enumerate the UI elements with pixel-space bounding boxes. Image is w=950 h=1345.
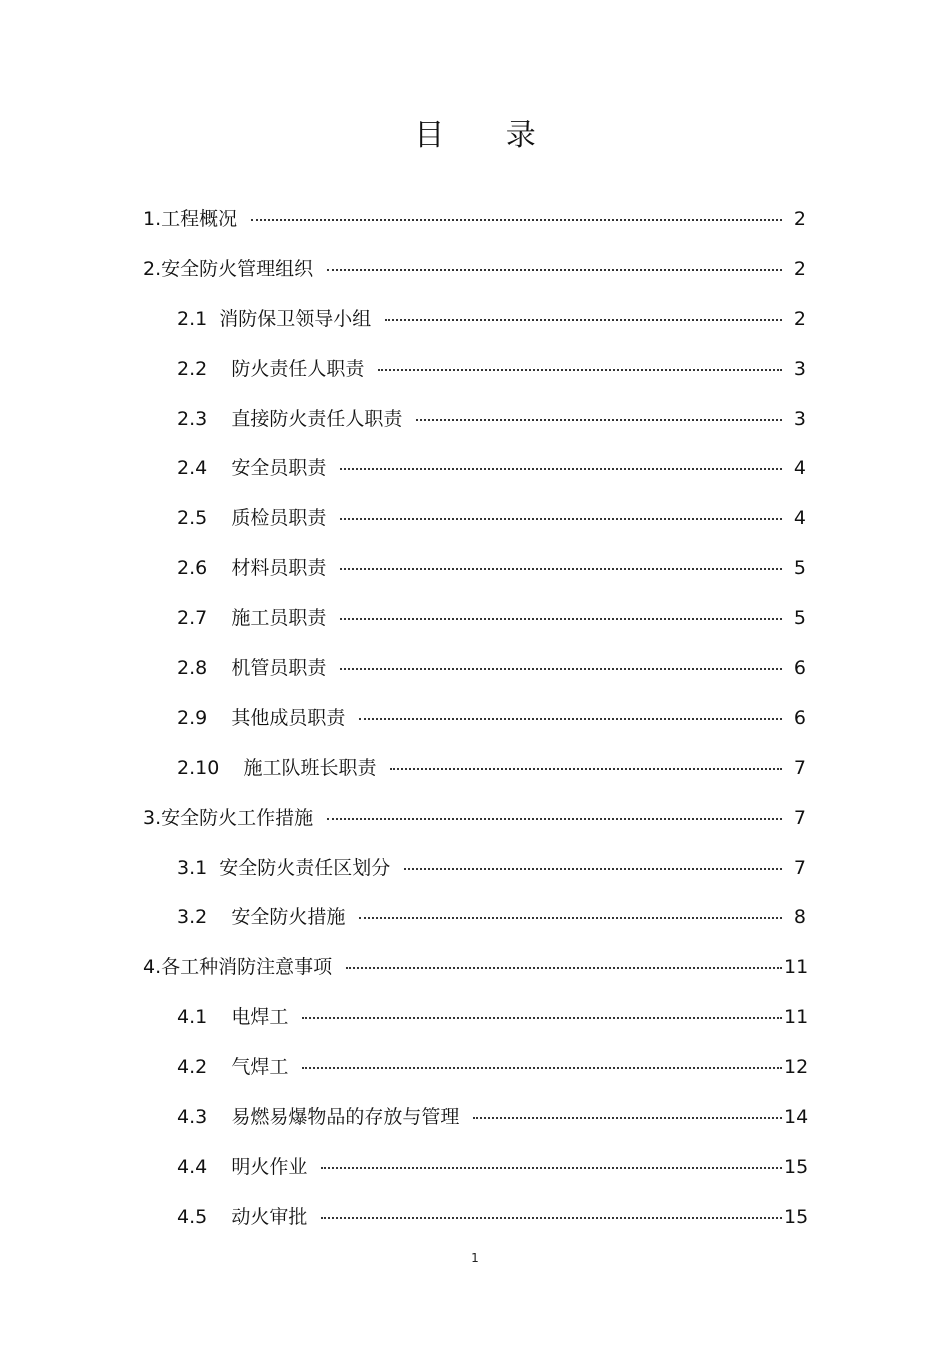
- toc-entry-label: 3.2 安全防火措施: [177, 906, 346, 929]
- toc-entry[interactable]: [0, 744, 950, 794]
- toc-entry-label: 4.1 电焊工: [177, 1006, 289, 1029]
- toc-entry-label: 4.4 明火作业: [177, 1155, 308, 1178]
- toc-entry-page-number: 7: [793, 806, 806, 829]
- toc-entry-label: 2.6 材料员职责: [177, 557, 327, 580]
- toc-entry-label: 4.2 气焊工: [177, 1056, 289, 1079]
- toc-entry-page-number: 15: [784, 1155, 809, 1178]
- toc-entry-page-number: 6: [793, 706, 806, 729]
- dot-leader: [321, 1216, 782, 1219]
- toc-entry-label: 2.3 直接防火责任人职责: [177, 407, 403, 430]
- toc-entry-page-number: 8: [793, 906, 806, 929]
- toc-entry-page-number: 2: [793, 257, 806, 280]
- dot-leader: [340, 567, 782, 570]
- toc-entry-page-number: 12: [784, 1056, 809, 1079]
- table-of-contents: [0, 195, 950, 1243]
- toc-entry[interactable]: [0, 295, 950, 345]
- toc-entry[interactable]: [0, 1143, 950, 1193]
- dot-leader: [385, 318, 782, 321]
- toc-entry-page-number: 7: [793, 756, 806, 779]
- toc-entry-label: 2.10 施工队班长职责: [177, 756, 377, 779]
- dot-leader: [340, 667, 782, 670]
- toc-entry[interactable]: [0, 1193, 950, 1243]
- toc-entry-label: 2.4 安全员职责: [177, 457, 327, 480]
- dot-leader: [359, 916, 782, 919]
- toc-entry-label: 2.7 施工员职责: [177, 607, 327, 630]
- toc-entry[interactable]: [0, 644, 950, 694]
- toc-entry-label: 4.5 动火审批: [177, 1205, 308, 1228]
- toc-entry[interactable]: [0, 844, 950, 894]
- toc-entry-label: 4.各工种消防注意事项: [143, 956, 333, 979]
- dot-leader: [302, 1066, 782, 1069]
- toc-entry[interactable]: [0, 395, 950, 445]
- dot-leader: [340, 517, 782, 520]
- toc-entry[interactable]: [0, 345, 950, 395]
- toc-entry-page-number: 6: [793, 657, 806, 680]
- toc-entry-label: 2.安全防火管理组织: [143, 257, 314, 280]
- toc-entry[interactable]: [0, 444, 950, 494]
- toc-entry-page-number: 3: [793, 407, 806, 430]
- toc-entry[interactable]: [0, 1043, 950, 1093]
- dot-leader: [390, 767, 782, 770]
- toc-entry-label: 2.1 消防保卫领导小组: [177, 307, 372, 330]
- toc-entry-page-number: 11: [784, 1006, 809, 1029]
- toc-entry-page-number: 4: [793, 457, 806, 480]
- dot-leader: [251, 218, 782, 221]
- toc-entry[interactable]: [0, 794, 950, 844]
- toc-entry-page-number: 14: [784, 1106, 809, 1129]
- dot-leader: [321, 1166, 782, 1169]
- dot-leader: [416, 418, 782, 421]
- toc-entry-page-number: 2: [793, 208, 806, 230]
- toc-entry-page-number: 11: [784, 956, 809, 979]
- toc-entry-label: 2.2 防火责任人职责: [177, 357, 365, 380]
- dot-leader: [473, 1116, 782, 1119]
- toc-entry-page-number: 5: [793, 607, 806, 630]
- dot-leader: [404, 867, 782, 870]
- dot-leader: [340, 617, 782, 620]
- toc-entry-label: 2.5 质检员职责: [177, 507, 327, 530]
- toc-entry-page-number: 3: [793, 357, 806, 380]
- toc-entry-label: 1.工程概况: [143, 208, 238, 230]
- toc-entry-label: 3.安全防火工作措施: [143, 806, 314, 829]
- page-number: 1: [471, 1251, 479, 1265]
- toc-entry[interactable]: [0, 245, 950, 295]
- dot-leader: [340, 467, 782, 470]
- toc-entry[interactable]: [0, 893, 950, 943]
- dot-leader: [302, 1016, 782, 1019]
- toc-entry[interactable]: [0, 494, 950, 544]
- toc-entry-page-number: 15: [784, 1205, 809, 1228]
- toc-entry-page-number: 5: [793, 557, 806, 580]
- page-title: 目 录: [414, 118, 562, 153]
- toc-entry[interactable]: [0, 993, 950, 1043]
- toc-entry[interactable]: [0, 1093, 950, 1143]
- dot-leader: [359, 717, 782, 720]
- dot-leader: [346, 966, 782, 969]
- toc-entry[interactable]: [0, 694, 950, 744]
- toc-entry-label: 2.9 其他成员职责: [177, 706, 346, 729]
- dot-leader: [327, 268, 782, 271]
- toc-entry-page-number: 2: [793, 307, 806, 330]
- toc-entry[interactable]: [0, 943, 950, 993]
- toc-entry[interactable]: [0, 195, 950, 245]
- toc-entry[interactable]: [0, 544, 950, 594]
- toc-entry[interactable]: [0, 594, 950, 644]
- toc-entry-label: 3.1 安全防火责任区划分: [177, 856, 391, 879]
- dot-leader: [378, 368, 782, 371]
- toc-entry-page-number: 4: [793, 507, 806, 530]
- toc-entry-label: 4.3 易燃易爆物品的存放与管理: [177, 1106, 460, 1129]
- toc-entry-label: 2.8 机管员职责: [177, 657, 327, 680]
- dot-leader: [327, 817, 782, 820]
- toc-entry-page-number: 7: [793, 856, 806, 879]
